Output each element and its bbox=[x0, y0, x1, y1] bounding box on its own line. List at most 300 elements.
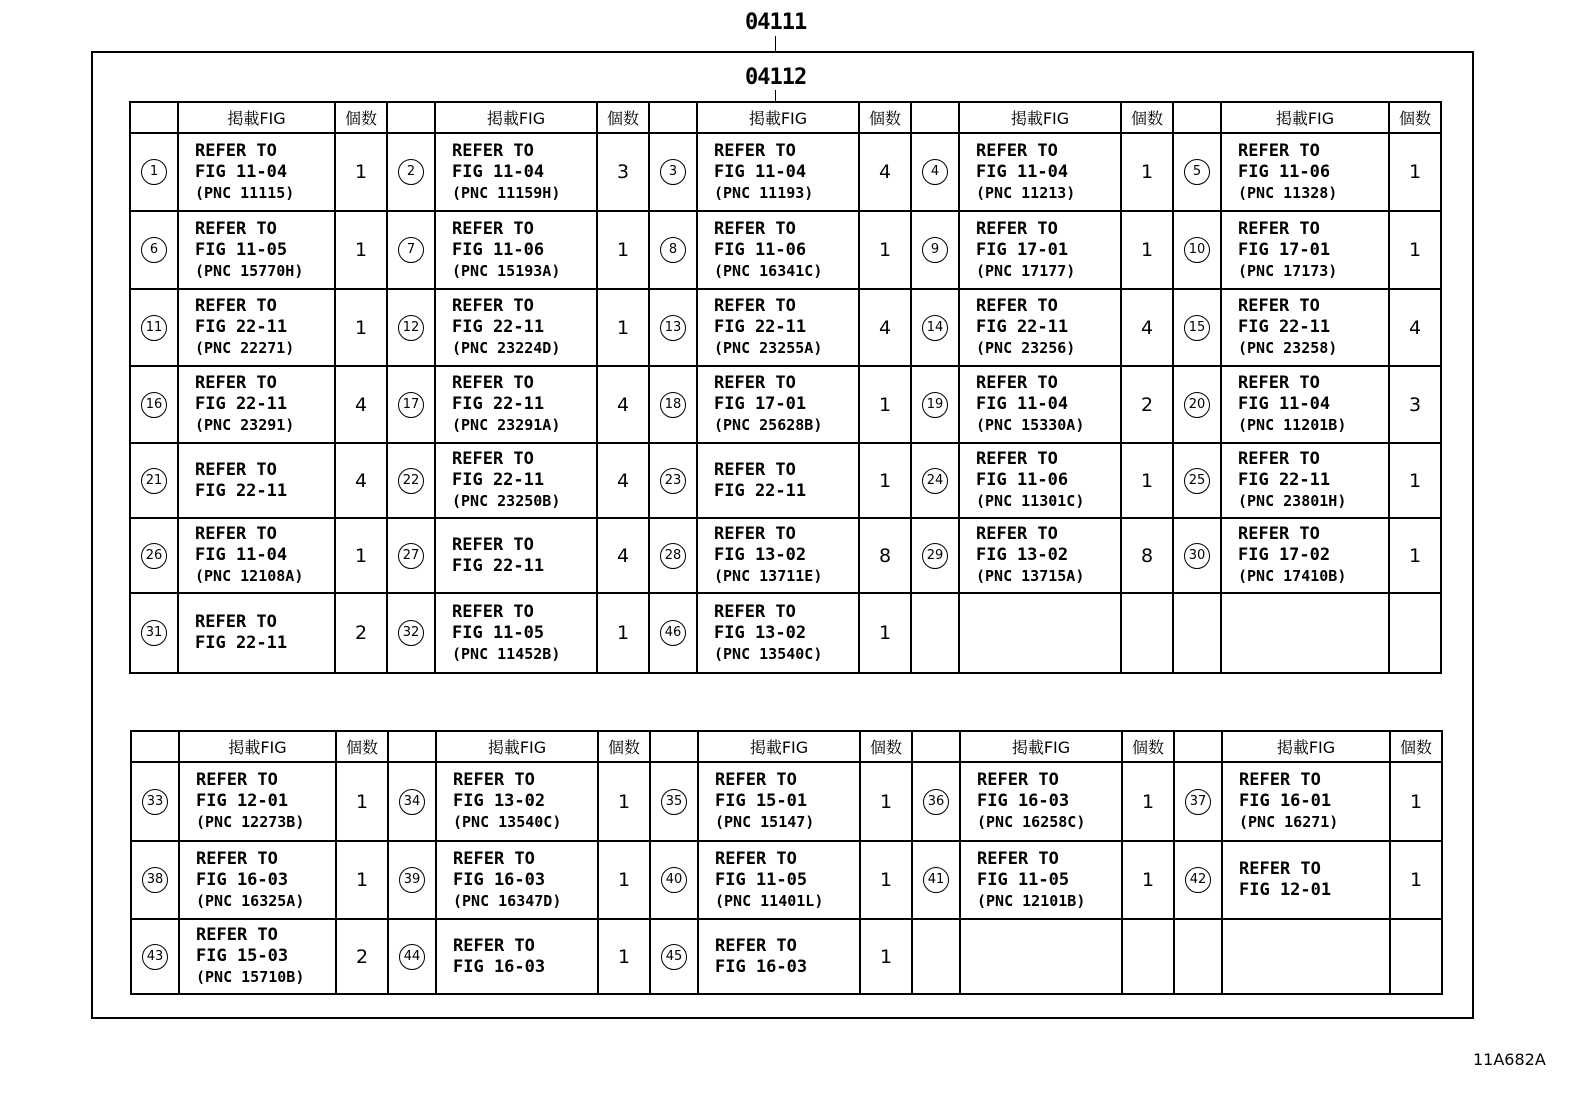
ref-number-cell bbox=[1173, 593, 1221, 673]
ref-number-cell bbox=[387, 518, 435, 593]
fig-number-text: FIG 17-01 bbox=[714, 394, 807, 414]
ref-number-circle: 2 bbox=[398, 159, 424, 185]
ref-number-cell bbox=[1174, 919, 1222, 994]
quantity-cell: 1 bbox=[1389, 211, 1441, 289]
refer-to-text: REFER TO bbox=[1238, 449, 1320, 469]
ref-number-circle: 13 bbox=[660, 315, 686, 341]
quantity-cell: 2 bbox=[335, 593, 387, 673]
fig-reference-cell bbox=[178, 593, 335, 673]
fig-number-text: FIG 11-06 bbox=[452, 239, 545, 260]
quantity-cell: 3 bbox=[597, 133, 649, 211]
fig-number-text: FIG 22-11 bbox=[195, 480, 288, 501]
pnc-text: (PNC 23256) bbox=[976, 339, 1076, 357]
ref-number-cell bbox=[387, 593, 435, 673]
ref-number-cell bbox=[130, 518, 178, 593]
fig-number-text: FIG 16-03 bbox=[977, 791, 1070, 811]
ref-number-circle: 3 bbox=[660, 159, 686, 185]
header-blank bbox=[131, 731, 179, 762]
ref-number-circle: 24 bbox=[922, 468, 948, 494]
ref-number-cell bbox=[387, 366, 435, 443]
fig-number-text: FIG 12-01 bbox=[1239, 880, 1332, 900]
fig-number-text: FIG 22-11 bbox=[714, 480, 807, 501]
header-qty: 個数 bbox=[860, 731, 912, 762]
ref-number-circle: 19 bbox=[922, 392, 948, 418]
fig-number-text: FIG 22-11 bbox=[452, 317, 545, 337]
pnc-text: (PNC 15193A) bbox=[452, 261, 561, 280]
header-qty: 個数 bbox=[1121, 102, 1173, 133]
fig-number-text: FIG 13-02 bbox=[714, 545, 807, 565]
fig-number-text: FIG 16-03 bbox=[453, 869, 546, 890]
fig-reference-cell bbox=[1221, 593, 1389, 673]
header-fig: 掲載FIG bbox=[959, 102, 1121, 133]
fig-number-text: FIG 11-06 bbox=[976, 470, 1069, 490]
quantity-cell: 1 bbox=[336, 841, 388, 919]
fig-reference-cell bbox=[960, 762, 1122, 841]
fig-reference-cell bbox=[959, 366, 1121, 443]
refer-to-text: REFER TO bbox=[976, 373, 1058, 393]
quantity-cell: 1 bbox=[859, 593, 911, 673]
ref-number-cell bbox=[387, 289, 435, 366]
refer-to-text: REFER TO bbox=[453, 770, 535, 790]
fig-reference-cell bbox=[436, 841, 598, 919]
ref-number-cell bbox=[1174, 841, 1222, 919]
fig-number-text: FIG 22-11 bbox=[195, 633, 288, 653]
fig-number-text: FIG 17-01 bbox=[1238, 239, 1331, 260]
quantity-cell: 2 bbox=[336, 919, 388, 994]
fig-reference-cell bbox=[178, 366, 335, 443]
fig-reference-cell bbox=[959, 593, 1121, 673]
header-blank bbox=[911, 102, 959, 133]
pnc-text: (PNC 13715A) bbox=[976, 567, 1085, 585]
pnc-text: (PNC 11401L) bbox=[715, 891, 824, 910]
header-blank bbox=[650, 731, 698, 762]
refer-to-text: REFER TO bbox=[452, 373, 534, 393]
pnc-text: (PNC 11201B) bbox=[1238, 416, 1347, 434]
refer-to-text: REFER TO bbox=[195, 218, 277, 239]
quantity-cell: 1 bbox=[1390, 762, 1442, 841]
fig-reference-cell bbox=[959, 289, 1121, 366]
fig-number-text: FIG 16-03 bbox=[453, 956, 546, 977]
ref-number-circle: 45 bbox=[661, 944, 687, 970]
fig-number-text: FIG 22-11 bbox=[452, 394, 545, 414]
ref-number-cell bbox=[912, 762, 960, 841]
ref-number-cell bbox=[130, 211, 178, 289]
header-qty: 個数 bbox=[335, 102, 387, 133]
ref-number-circle: 15 bbox=[1184, 315, 1210, 341]
pnc-text: (PNC 13540C) bbox=[714, 644, 823, 663]
group-label-inner: 04112 bbox=[745, 65, 807, 90]
ref-number-circle: 34 bbox=[399, 789, 425, 815]
pnc-text: (PNC 12273B) bbox=[196, 813, 305, 831]
refer-to-text: REFER TO bbox=[714, 296, 796, 316]
header-blank bbox=[912, 731, 960, 762]
quantity-cell: 3 bbox=[1389, 366, 1441, 443]
ref-number-cell bbox=[1173, 366, 1221, 443]
quantity-cell: 1 bbox=[1121, 133, 1173, 211]
header-qty: 個数 bbox=[1389, 102, 1441, 133]
ref-number-cell bbox=[387, 133, 435, 211]
ref-number-circle: 38 bbox=[142, 867, 168, 893]
fig-number-text: FIG 22-11 bbox=[452, 555, 545, 576]
ref-number-circle: 32 bbox=[398, 620, 424, 646]
fig-reference-cell bbox=[698, 841, 860, 919]
fig-number-text: FIG 16-01 bbox=[1239, 791, 1332, 811]
refer-to-text: REFER TO bbox=[195, 373, 277, 393]
ref-number-circle: 31 bbox=[141, 620, 167, 646]
fig-number-text: FIG 12-01 bbox=[196, 791, 289, 811]
leader-line-outer bbox=[775, 36, 776, 52]
fig-number-text: FIG 22-11 bbox=[195, 317, 288, 337]
header-blank bbox=[649, 102, 697, 133]
fig-reference-cell bbox=[697, 211, 859, 289]
fig-reference-cell bbox=[435, 593, 597, 673]
pnc-text: (PNC 11213) bbox=[976, 183, 1076, 202]
ref-number-circle: 18 bbox=[660, 392, 686, 418]
fig-number-text: FIG 13-02 bbox=[976, 545, 1069, 565]
header-qty: 個数 bbox=[336, 731, 388, 762]
ref-number-circle: 33 bbox=[142, 789, 168, 815]
fig-number-text: FIG 22-11 bbox=[1238, 317, 1331, 337]
refer-to-text: REFER TO bbox=[715, 770, 797, 790]
quantity-cell: 1 bbox=[335, 289, 387, 366]
ref-number-circle: 37 bbox=[1185, 789, 1211, 815]
ref-number-circle: 23 bbox=[660, 468, 686, 494]
fig-reference-cell bbox=[1221, 366, 1389, 443]
ref-number-circle: 7 bbox=[398, 237, 424, 263]
ref-number-cell bbox=[388, 919, 436, 994]
header-blank bbox=[388, 731, 436, 762]
ref-number-cell bbox=[1173, 289, 1221, 366]
refer-to-text: REFER TO bbox=[195, 524, 277, 544]
refer-to-text: REFER TO bbox=[977, 770, 1059, 790]
refer-to-text: REFER TO bbox=[452, 140, 534, 161]
refer-to-text: REFER TO bbox=[452, 449, 534, 469]
quantity-cell: 1 bbox=[859, 366, 911, 443]
quantity-cell: 1 bbox=[335, 133, 387, 211]
table-row bbox=[131, 762, 1442, 841]
ref-number-cell bbox=[911, 593, 959, 673]
header-qty: 個数 bbox=[1390, 731, 1442, 762]
fig-reference-cell bbox=[1222, 841, 1390, 919]
table-row bbox=[130, 366, 1441, 443]
header-fig: 掲載FIG bbox=[436, 731, 598, 762]
pnc-text: (PNC 11115) bbox=[195, 183, 295, 202]
fig-reference-cell bbox=[960, 919, 1122, 994]
fig-reference-cell bbox=[697, 133, 859, 211]
quantity-cell: 8 bbox=[859, 518, 911, 593]
pnc-text: (PNC 11452B) bbox=[452, 644, 561, 663]
quantity-cell: 4 bbox=[1121, 289, 1173, 366]
refer-to-text: REFER TO bbox=[195, 612, 277, 632]
quantity-cell: 1 bbox=[860, 841, 912, 919]
refer-to-text: REFER TO bbox=[196, 925, 278, 945]
pnc-text: (PNC 12108A) bbox=[195, 567, 304, 585]
quantity-cell: 1 bbox=[598, 841, 650, 919]
ref-number-cell bbox=[650, 919, 698, 994]
ref-number-cell bbox=[388, 762, 436, 841]
ref-number-cell bbox=[911, 518, 959, 593]
ref-number-circle: 27 bbox=[398, 543, 424, 569]
ref-number-cell bbox=[912, 919, 960, 994]
quantity-cell: 1 bbox=[1389, 443, 1441, 518]
pnc-text: (PNC 17410B) bbox=[1238, 567, 1347, 585]
ref-number-cell bbox=[649, 443, 697, 518]
quantity-cell: 1 bbox=[598, 919, 650, 994]
ref-number-cell bbox=[911, 366, 959, 443]
refer-to-text: REFER TO bbox=[452, 296, 534, 316]
fig-number-text: FIG 13-02 bbox=[714, 622, 807, 643]
fig-number-text: FIG 22-11 bbox=[714, 317, 807, 337]
header-fig: 掲載FIG bbox=[1221, 102, 1389, 133]
pnc-text: (PNC 15710B) bbox=[196, 968, 305, 986]
pnc-text: (PNC 12101B) bbox=[977, 891, 1086, 910]
ref-number-circle: 8 bbox=[660, 237, 686, 263]
quantity-cell bbox=[1122, 919, 1174, 994]
refer-to-text: REFER TO bbox=[195, 296, 277, 316]
refer-to-text: REFER TO bbox=[1238, 373, 1320, 393]
fig-reference-cell bbox=[960, 841, 1122, 919]
refer-to-text: REFER TO bbox=[714, 459, 796, 480]
ref-number-cell bbox=[911, 211, 959, 289]
fig-reference-cell bbox=[436, 762, 598, 841]
refer-to-text: REFER TO bbox=[714, 373, 796, 393]
refer-to-text: REFER TO bbox=[453, 848, 535, 869]
quantity-cell: 1 bbox=[1121, 211, 1173, 289]
pnc-text: (PNC 11301C) bbox=[976, 492, 1085, 510]
diagram-code: 11A682A bbox=[1473, 1050, 1546, 1069]
fig-reference-cell bbox=[1221, 289, 1389, 366]
ref-number-cell bbox=[649, 366, 697, 443]
refer-to-text: REFER TO bbox=[1239, 770, 1321, 790]
table-header-row bbox=[130, 102, 1441, 133]
quantity-cell: 4 bbox=[859, 289, 911, 366]
ref-number-cell bbox=[130, 443, 178, 518]
refer-to-text: REFER TO bbox=[976, 218, 1058, 239]
quantity-cell: 4 bbox=[597, 443, 649, 518]
pnc-text: (PNC 16258C) bbox=[977, 813, 1086, 831]
ref-number-cell bbox=[911, 133, 959, 211]
quantity-cell: 1 bbox=[1389, 518, 1441, 593]
fig-number-text: FIG 11-06 bbox=[714, 239, 807, 260]
fig-reference-cell bbox=[959, 443, 1121, 518]
fig-number-text: FIG 11-04 bbox=[714, 161, 807, 182]
quantity-cell: 4 bbox=[1389, 289, 1441, 366]
quantity-cell: 1 bbox=[598, 762, 650, 841]
ref-number-circle: 39 bbox=[399, 867, 425, 893]
ref-number-circle: 17 bbox=[398, 392, 424, 418]
pnc-text: (PNC 15330A) bbox=[976, 416, 1085, 434]
ref-number-circle: 41 bbox=[923, 867, 949, 893]
table-row bbox=[130, 289, 1441, 366]
quantity-cell: 2 bbox=[1121, 366, 1173, 443]
quantity-cell: 4 bbox=[335, 366, 387, 443]
ref-number-circle: 4 bbox=[922, 159, 948, 185]
ref-number-circle: 28 bbox=[660, 543, 686, 569]
quantity-cell: 4 bbox=[597, 366, 649, 443]
pnc-text: (PNC 17173) bbox=[1238, 261, 1338, 280]
refer-to-text: REFER TO bbox=[714, 524, 796, 544]
fig-number-text: FIG 11-04 bbox=[1238, 394, 1331, 414]
fig-number-text: FIG 11-04 bbox=[976, 394, 1069, 414]
refer-to-text: REFER TO bbox=[715, 848, 797, 869]
quantity-cell: 4 bbox=[597, 518, 649, 593]
fig-number-text: FIG 22-11 bbox=[1238, 470, 1331, 490]
ref-number-cell bbox=[649, 518, 697, 593]
fig-reference-cell bbox=[1221, 518, 1389, 593]
pnc-text: (PNC 16325A) bbox=[196, 891, 305, 910]
refer-to-text: REFER TO bbox=[452, 534, 534, 555]
pnc-text: (PNC 17177) bbox=[976, 261, 1076, 280]
pnc-text: (PNC 22271) bbox=[195, 339, 295, 357]
ref-number-cell bbox=[649, 211, 697, 289]
quantity-cell: 1 bbox=[1122, 762, 1174, 841]
ref-number-cell bbox=[1173, 133, 1221, 211]
ref-number-circle: 14 bbox=[922, 315, 948, 341]
ref-number-cell bbox=[131, 841, 179, 919]
fig-reference-cell bbox=[178, 443, 335, 518]
ref-number-circle: 40 bbox=[661, 867, 687, 893]
fig-number-text: FIG 13-02 bbox=[453, 791, 546, 811]
quantity-cell: 1 bbox=[1390, 841, 1442, 919]
fig-reference-cell bbox=[435, 518, 597, 593]
fig-number-text: FIG 11-04 bbox=[195, 161, 288, 182]
refer-to-text: REFER TO bbox=[196, 848, 278, 869]
pnc-text: (PNC 13540C) bbox=[453, 813, 562, 831]
table-row bbox=[130, 443, 1441, 518]
fig-number-text: FIG 11-04 bbox=[452, 161, 545, 182]
header-fig: 掲載FIG bbox=[698, 731, 860, 762]
ref-number-cell bbox=[1173, 443, 1221, 518]
fig-number-text: FIG 16-03 bbox=[715, 956, 808, 977]
ref-number-cell bbox=[130, 593, 178, 673]
pnc-text: (PNC 16347D) bbox=[453, 891, 562, 910]
fig-number-text: FIG 11-04 bbox=[976, 161, 1069, 182]
quantity-cell: 1 bbox=[1121, 443, 1173, 518]
header-fig: 掲載FIG bbox=[697, 102, 859, 133]
header-fig: 掲載FIG bbox=[1222, 731, 1390, 762]
quantity-cell: 1 bbox=[335, 211, 387, 289]
header-qty: 個数 bbox=[1122, 731, 1174, 762]
refer-to-text: REFER TO bbox=[976, 140, 1058, 161]
fig-number-text: FIG 15-03 bbox=[196, 946, 289, 966]
quantity-cell: 8 bbox=[1121, 518, 1173, 593]
pnc-text: (PNC 23250B) bbox=[452, 492, 561, 510]
ref-number-circle: 43 bbox=[142, 944, 168, 970]
pnc-text: (PNC 11159H) bbox=[452, 183, 561, 202]
refer-to-text: REFER TO bbox=[1239, 859, 1321, 879]
ref-number-cell bbox=[650, 762, 698, 841]
ref-number-circle: 25 bbox=[1184, 468, 1210, 494]
ref-number-circle: 21 bbox=[141, 468, 167, 494]
refer-to-text: REFER TO bbox=[195, 140, 277, 161]
ref-number-cell bbox=[649, 593, 697, 673]
ref-number-cell bbox=[131, 762, 179, 841]
ref-number-circle: 22 bbox=[398, 468, 424, 494]
refer-to-text: REFER TO bbox=[195, 459, 277, 480]
refer-to-text: REFER TO bbox=[453, 935, 535, 956]
ref-number-cell bbox=[130, 133, 178, 211]
fig-number-text: FIG 11-05 bbox=[195, 239, 288, 260]
pnc-text: (PNC 25628B) bbox=[714, 416, 823, 434]
refer-to-text: REFER TO bbox=[976, 524, 1058, 544]
ref-number-cell bbox=[388, 841, 436, 919]
quantity-cell: 1 bbox=[597, 211, 649, 289]
header-fig: 掲載FIG bbox=[178, 102, 335, 133]
header-fig: 掲載FIG bbox=[435, 102, 597, 133]
reference-table-2 bbox=[130, 730, 1443, 995]
fig-reference-cell bbox=[697, 593, 859, 673]
ref-number-circle: 26 bbox=[141, 543, 167, 569]
header-blank bbox=[1174, 731, 1222, 762]
refer-to-text: REFER TO bbox=[452, 601, 534, 622]
ref-number-cell bbox=[1173, 211, 1221, 289]
ref-number-circle: 10 bbox=[1184, 237, 1210, 263]
fig-reference-cell bbox=[179, 762, 336, 841]
fig-reference-cell bbox=[698, 919, 860, 994]
header-blank bbox=[1173, 102, 1221, 133]
fig-number-text: FIG 11-06 bbox=[1238, 161, 1331, 182]
refer-to-text: REFER TO bbox=[196, 770, 278, 790]
ref-number-circle: 36 bbox=[923, 789, 949, 815]
fig-reference-cell bbox=[1221, 443, 1389, 518]
fig-reference-cell bbox=[698, 762, 860, 841]
ref-number-circle: 12 bbox=[398, 315, 424, 341]
fig-reference-cell bbox=[436, 919, 598, 994]
quantity-cell bbox=[1390, 919, 1442, 994]
quantity-cell: 1 bbox=[336, 762, 388, 841]
header-fig: 掲載FIG bbox=[179, 731, 336, 762]
fig-reference-cell bbox=[959, 133, 1121, 211]
fig-number-text: FIG 16-03 bbox=[196, 869, 289, 890]
ref-number-cell bbox=[387, 211, 435, 289]
group-label-outer: 04111 bbox=[745, 10, 807, 35]
fig-reference-cell bbox=[435, 366, 597, 443]
ref-number-circle: 9 bbox=[922, 237, 948, 263]
refer-to-text: REFER TO bbox=[1238, 524, 1320, 544]
refer-to-text: REFER TO bbox=[977, 848, 1059, 869]
table-row bbox=[130, 133, 1441, 211]
ref-number-circle: 35 bbox=[661, 789, 687, 815]
fig-reference-cell bbox=[179, 919, 336, 994]
quantity-cell: 4 bbox=[859, 133, 911, 211]
ref-number-circle: 5 bbox=[1184, 159, 1210, 185]
quantity-cell: 1 bbox=[1122, 841, 1174, 919]
quantity-cell: 1 bbox=[1389, 133, 1441, 211]
ref-number-cell bbox=[130, 289, 178, 366]
fig-reference-cell bbox=[697, 366, 859, 443]
fig-number-text: FIG 22-11 bbox=[195, 394, 288, 414]
fig-reference-cell bbox=[178, 211, 335, 289]
refer-to-text: REFER TO bbox=[714, 601, 796, 622]
refer-to-text: REFER TO bbox=[714, 140, 796, 161]
pnc-text: (PNC 15147) bbox=[715, 813, 815, 831]
ref-number-cell bbox=[911, 443, 959, 518]
ref-number-circle: 30 bbox=[1184, 543, 1210, 569]
pnc-text: (PNC 23801H) bbox=[1238, 492, 1347, 510]
ref-number-cell bbox=[1173, 518, 1221, 593]
fig-number-text: FIG 11-05 bbox=[977, 869, 1070, 890]
fig-reference-cell bbox=[1222, 919, 1390, 994]
quantity-cell: 1 bbox=[859, 211, 911, 289]
header-qty: 個数 bbox=[597, 102, 649, 133]
ref-number-circle: 6 bbox=[141, 237, 167, 263]
quantity-cell: 1 bbox=[860, 762, 912, 841]
table-row bbox=[130, 593, 1441, 673]
refer-to-text: REFER TO bbox=[1238, 140, 1320, 161]
pnc-text: (PNC 11193) bbox=[714, 183, 814, 202]
pnc-text: (PNC 23255A) bbox=[714, 339, 823, 357]
refer-to-text: REFER TO bbox=[1238, 296, 1320, 316]
